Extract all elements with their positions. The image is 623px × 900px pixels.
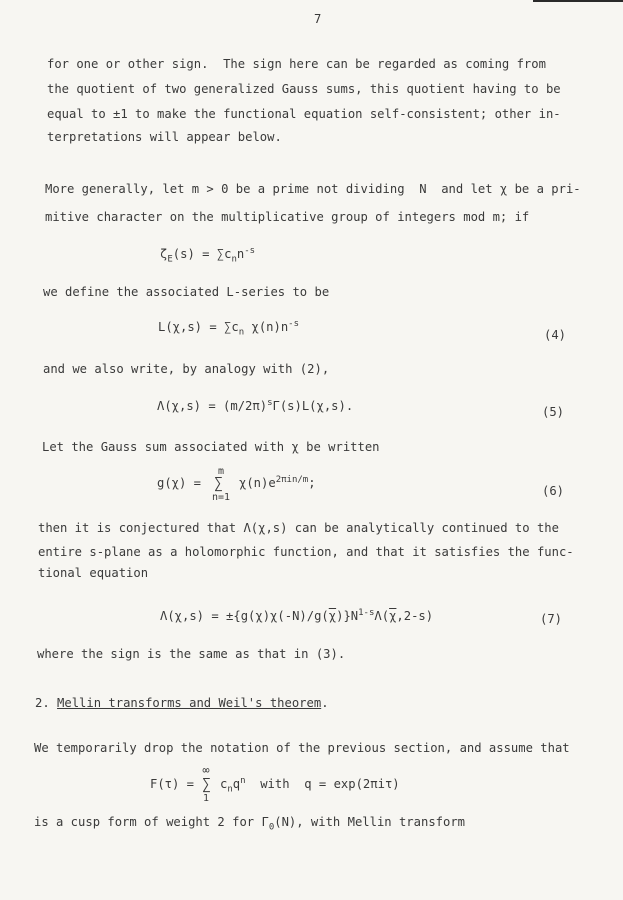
text-line: More generally, let m > 0 be a prime not dividing N and let χ be a pri- [45, 182, 581, 196]
section-heading [35, 696, 329, 711]
equation-number-6: (6) [542, 484, 565, 498]
page-edge-mark [533, 0, 623, 2]
text-line: terpretations will appear below. [47, 130, 282, 144]
text-line: then it is conjectured that Λ(χ,s) can be analytically continued to the [38, 521, 559, 535]
equation-number-7: (7) [540, 612, 563, 626]
text-line: mitive character on the multiplicative group of integers mod m; if [45, 210, 530, 224]
equation-zeta: $\zeta_E(s) = \sum c_nn^{-s}$ [160, 245, 256, 265]
text-line: where the sign is the same as that in (3). [37, 647, 346, 661]
text-line: the quotient of two generalized Gauss sums, this quotient having to be [47, 82, 561, 96]
sum-upper-limit: ∞ [202, 763, 210, 777]
sum-lower-limit: n=1 [211, 492, 231, 503]
text-line: and we also write, by analogy with (2), [43, 362, 330, 376]
equation-4: $L(\chi,s) = \sum c_n$ $\chi(n)n^{-s}$ [158, 318, 300, 338]
text-line: equal to ±1 to make the functional equation self-consistent; other in- [47, 107, 561, 121]
equation-5: $\Lambda(\chi,s) = (m/2\pi)^s\Gamma(s)L(\chi,s)$. [157, 397, 354, 413]
text-line: is a cusp form of weight 2 for $\Gamma_0(N)$, with Mellin transform [34, 815, 466, 833]
equation-number-4: (4) [544, 328, 567, 342]
text-line: Let the Gauss sum associated with χ be written [42, 440, 380, 454]
equation-number-5: (5) [542, 405, 565, 419]
text-line: for one or other sign. The sign here can be regarded as coming from [47, 57, 546, 71]
sum-lower-limit: 1 [202, 793, 210, 804]
text-line: tional equation [38, 566, 149, 580]
equation-7: $\Lambda(\chi,s) = \pm\{g(\chi)\chi(-N)/g(\overline{\chi})\}N^{1-s}\Lambda(\overline{\chi},2-s)$ [160, 607, 434, 623]
text-line: We temporarily drop the notation of the previous section, and assume that [34, 741, 570, 755]
page-number: 7 [314, 12, 322, 26]
text-line: we define the associated L-series to be [43, 285, 330, 299]
sum-upper-limit: m [217, 466, 225, 477]
section-number: 2. [35, 696, 50, 710]
section-title: Mellin transforms and Weil's theorem [57, 696, 322, 710]
section-period: . [321, 696, 329, 710]
text-line: entire s-plane as a holomorphic function, and that it satisfies the func- [38, 545, 574, 559]
